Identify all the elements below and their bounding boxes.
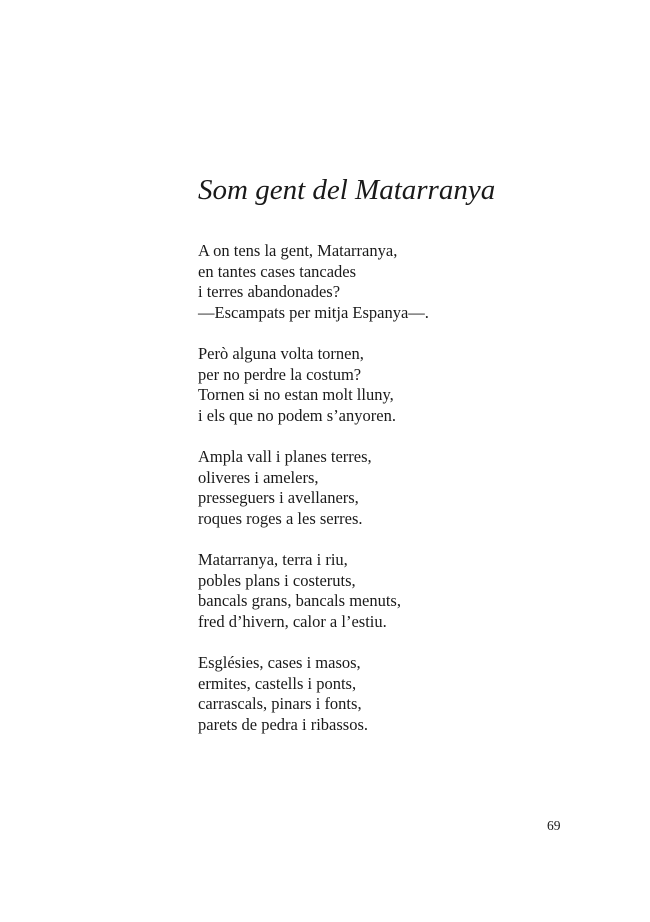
poem-line: i terres abandonades? xyxy=(198,282,341,301)
poem-line: A on tens la gent, Matarranya, xyxy=(198,241,398,260)
poem-line: fred d’hivern, calor a l’estiu. xyxy=(198,611,387,631)
stanza xyxy=(198,550,598,632)
poem-line: parets de pedra i ribassos. xyxy=(198,714,368,734)
stanza xyxy=(198,344,598,426)
poem-line: oliveres i amelers, xyxy=(198,467,319,487)
poem-line: i els que no podem s’anyoren. xyxy=(198,405,396,425)
poem-line: carrascals, pinars i fonts, xyxy=(198,694,362,713)
poem-line: Tornen si no estan molt lluny, xyxy=(198,385,394,404)
stanza xyxy=(198,447,598,529)
poem-line: bancals grans, bancals menuts, xyxy=(198,591,401,610)
poem-line: Però alguna volta tornen, xyxy=(198,344,364,363)
poem-line: ermites, castells i ponts, xyxy=(198,673,357,693)
poem-line: Matarranya, terra i riu, xyxy=(198,550,348,569)
stanza xyxy=(198,653,598,735)
poem-body xyxy=(198,241,598,756)
poem-title: Som gent del Matarranya xyxy=(198,174,496,206)
stanza xyxy=(198,241,598,323)
poem-line: presseguers i avellaners, xyxy=(198,488,359,507)
poem-line: roques roges a les serres. xyxy=(198,508,363,528)
poem-line: Esglésies, cases i masos, xyxy=(198,653,361,672)
poem-line: per no perdre la costum? xyxy=(198,364,362,384)
poem-line: pobles plans i costeruts, xyxy=(198,570,356,590)
page-number: 69 xyxy=(547,818,561,833)
poem-line: Ampla vall i planes terres, xyxy=(198,447,372,466)
poem-line: —Escampats per mitja Espanya—. xyxy=(198,302,429,322)
poem-line: en tantes cases tancades xyxy=(198,261,357,281)
